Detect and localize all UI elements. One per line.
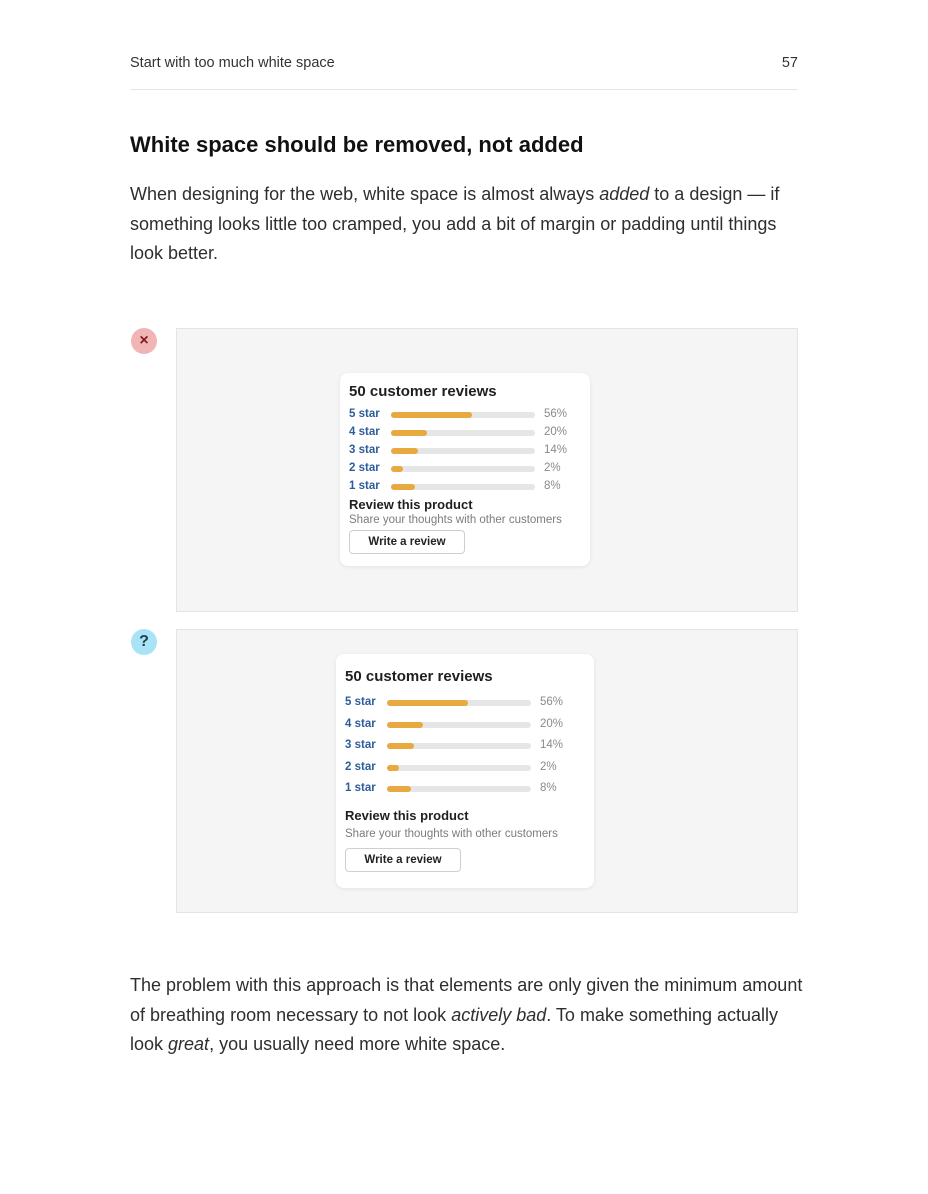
rating-bar-fill	[387, 765, 399, 771]
rating-row	[345, 718, 585, 732]
rating-bar-track	[387, 722, 531, 728]
paragraph-text: to a design — if something looks little too cramped, you add a bit of margin or padding until things look better.	[130, 184, 780, 263]
rating-bar-fill	[391, 484, 415, 490]
rating-bar-fill	[391, 448, 418, 454]
rating-percent: 20%	[544, 426, 568, 438]
rating-bar-fill	[387, 743, 414, 749]
rating-bar-track	[391, 430, 535, 436]
rating-bar-track	[391, 448, 535, 454]
rating-label[interactable]: 2 star	[345, 760, 376, 773]
rating-row	[349, 480, 589, 494]
rating-bar-fill	[387, 700, 468, 706]
card-title: 50 customer reviews	[345, 668, 493, 685]
rating-label[interactable]: 3 star	[349, 444, 380, 456]
rating-bar-track	[387, 700, 531, 706]
rating-bar-track	[391, 412, 535, 418]
rating-row	[349, 462, 589, 476]
card-title: 50 customer reviews	[349, 383, 497, 400]
rating-percent: 14%	[544, 444, 568, 456]
paragraph-text: , you usually need more white space.	[209, 1034, 506, 1054]
running-title: Start with too much white space	[130, 55, 335, 71]
rating-percent: 2%	[540, 760, 557, 773]
rating-percent: 8%	[544, 480, 561, 492]
review-subtext: Share your thoughts with other customers	[345, 828, 558, 840]
write-review-button[interactable]: Write a review	[349, 530, 465, 554]
review-heading: Review this product	[345, 808, 469, 823]
page-header	[130, 53, 798, 90]
rating-bar-fill	[387, 786, 411, 792]
section-heading: White space should be removed, not added	[130, 132, 584, 157]
closing-paragraph	[130, 971, 810, 1060]
cramped-example-panel	[176, 328, 798, 612]
rating-row	[345, 696, 585, 710]
question-example-icon: ?	[131, 629, 157, 655]
write-review-button[interactable]: Write a review	[345, 848, 461, 872]
page-number: 57	[781, 55, 798, 71]
rating-label[interactable]: 2 star	[349, 462, 380, 474]
rating-bar-fill	[391, 466, 403, 472]
rating-row	[345, 761, 585, 775]
rating-percent: 56%	[544, 408, 568, 420]
emphasis-text: great	[168, 1034, 210, 1054]
rating-percent: 56%	[540, 696, 564, 708]
rating-row	[345, 739, 585, 753]
intro-paragraph	[130, 180, 810, 269]
rating-bar-track	[387, 765, 531, 771]
emphasis-text: added	[599, 184, 650, 204]
rating-bar-fill	[391, 412, 472, 418]
rating-row	[345, 782, 585, 796]
rating-bar-track	[391, 484, 535, 490]
paragraph-text: When designing for the web, white space is almost always	[130, 184, 600, 204]
rating-bar-track	[387, 743, 531, 749]
bad-example-icon: ×	[131, 328, 157, 354]
rating-row	[349, 444, 589, 458]
rating-label[interactable]: 1 star	[349, 480, 380, 492]
emphasis-text: actively bad	[451, 1004, 547, 1025]
rating-label[interactable]: 3 star	[345, 739, 376, 752]
review-subtext: Share your thoughts with other customers	[349, 514, 562, 526]
rating-label[interactable]: 4 star	[345, 717, 376, 730]
rating-label[interactable]: 1 star	[345, 782, 376, 795]
rating-percent: 2%	[544, 462, 561, 474]
spaced-example-panel	[176, 629, 798, 913]
paragraph-text: The problem with this approach is that elements are only given the minimum amount of breathing room necessary to not look	[130, 975, 803, 1025]
rating-label[interactable]: 5 star	[349, 408, 380, 420]
rating-row	[349, 408, 589, 422]
rating-bar-fill	[387, 722, 423, 728]
rating-bar-track	[391, 466, 535, 472]
rating-row	[349, 426, 589, 440]
review-card	[336, 654, 594, 888]
review-card	[340, 373, 590, 566]
rating-bar-track	[387, 786, 531, 792]
rating-label[interactable]: 5 star	[345, 696, 376, 708]
review-heading: Review this product	[349, 497, 473, 512]
rating-percent: 14%	[540, 739, 564, 752]
rating-percent: 20%	[540, 717, 564, 730]
paragraph-text: . To make something actually look	[130, 1004, 779, 1054]
rating-label[interactable]: 4 star	[349, 426, 380, 438]
rating-bar-fill	[391, 430, 427, 436]
rating-percent: 8%	[540, 782, 557, 795]
